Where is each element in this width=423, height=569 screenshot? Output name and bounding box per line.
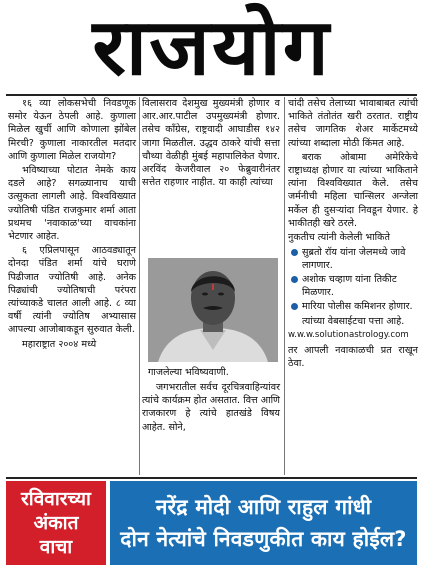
list-item <box>288 300 418 313</box>
column-1 <box>8 97 136 352</box>
col3-paragraph-2: बराक ओबामा अमेरिकेचे राष्ट्राध्यक्ष होणार या त्यांच्या भाकिताने त्यांना विश्वविख्यात केले. तसेच जर्मनीची महिला चान्सिलर अन्जेला मर्केल ही दुसऱ्यांदा निवडून येणार. हे भाकीतही खरे ठरले. <box>288 151 418 229</box>
col3-paragraph-4: त्यांच्या वेबसाईटचा पत्ता आहे. <box>302 316 405 328</box>
col3-paragraph-3: नुकतीच त्यांनी केलेली भाकिते <box>288 232 390 244</box>
bullet-icon <box>291 303 298 310</box>
prediction-text: सुब्रतो रॉय यांना जेलमध्ये जावे लागणार. <box>302 247 406 272</box>
col1-paragraph-1: १६ व्या लोकसभेची निवडणूक समोर येऊन ठेपली आहे. कुणाला मिळेल खुर्ची आणि कोणाला झोंबेल मिरची? कुणाला नाकारतील मतदार आणि कुणाला मिळेल राजयोग? <box>8 98 136 162</box>
list-item <box>288 273 418 299</box>
col1-paragraph-2: भविष्याच्या पोटात नेमके काय दडले आहे? सगळ्यानाच याची उत्सुकता लागली आहे. विश्वविख्यात ज्योतिषी पंडित राजकुमार शर्मा आता प्रथमच 'नवाकाळ'च्या वाचकांना भेटणार आहेत. <box>8 165 136 243</box>
prediction-text: अशोक चव्हाण यांना तिकीट मिळणार. <box>302 274 397 299</box>
col1-paragraph-4: महाराष्ट्रात २००४ मध्ये <box>22 338 97 350</box>
headline-line-2: दोन नेत्यांचे निवडणुकीत काय होईल? <box>120 527 407 551</box>
headline-line-1: नरेंद्र मोदी आणि राहुल गांधी <box>155 495 372 519</box>
list-item <box>288 246 418 272</box>
column-2-lower <box>142 381 280 435</box>
headline-banner <box>110 481 417 565</box>
col1-paragraph-3: ६ एप्रिलपासून आठवड्यातून दोनदा पंडित शर्मा यांचे घराणे पिढीजात ज्योतिषी आहे. अनेक पिढ्यांची ज्योतिषाची परंपरा त्यांच्याकडे चालत आली आहे. ८ व्या वर्षी त्यांनी ज्योतिष अभ्यासास आपल्या आजोबाकडून सुरुवात केली. <box>8 245 136 336</box>
portrait-image-icon <box>148 258 278 362</box>
bullet-icon <box>291 249 298 256</box>
bottom-rule <box>6 477 417 479</box>
masthead-title: राजयोग <box>92 3 331 93</box>
column-3 <box>288 97 418 371</box>
masthead <box>6 2 417 94</box>
column-2 <box>142 97 280 190</box>
column-divider-2 <box>284 97 285 475</box>
col2-paragraph-1: विलासराव देशमुख मुख्यमंत्री होणार व आर.आर.पाटील उपमुख्यमंत्री होणार. तसेच काँग्रेस, राष्ट्रवादी आघाडीस १४२ जागा मिळतील. उद्धव ठाकरे यांची सत्ता चौथ्या वेळीही मुंबई महापालिकेत येणार. अरविंद केजरीवाल २० फेब्रुवारीनंतर सत्तेत राहणार नाहीत. या काही त्यांच्या <box>142 98 280 189</box>
badge-line-2: अंकात <box>33 512 79 534</box>
astrologer-photo <box>148 258 278 362</box>
prediction-text: मारिया पोलीस कमिशनर होणार. <box>302 301 413 313</box>
website-url: w.w.w.solutionastrology.com <box>288 330 409 341</box>
badge-line-1: रविवारच्या <box>21 488 91 510</box>
badge-line-3: वाचा <box>39 536 73 558</box>
col3-paragraph-1: चांदी तसेच तेलाच्या भावाबाबत त्यांची भाकिते तंतोतंत खरी ठरतात. राष्ट्रीय तसेच जागतिक शेअर मार्केटमध्ये त्यांच्या शब्दाला मोठी किंमत आहे. <box>288 98 418 149</box>
sunday-edition-badge <box>6 481 106 565</box>
masthead-rule <box>6 94 417 96</box>
col2-paragraph-2: जगभरातील सर्वच दूरचित्रवाहिन्यांवर त्यांचे कार्यक्रम होत असतात. वित्त आणि राजकारण हे त्यांचे हातखंडे विषय आहेत. सोने, <box>142 382 280 433</box>
bullet-icon <box>291 276 298 283</box>
predictions-list <box>288 246 418 313</box>
photo-caption: गाजलेल्या भविष्यवाणी. <box>148 367 229 378</box>
col3-paragraph-5: तर आपली नवाकाळची प्रत राखून ठेवा. <box>288 344 418 369</box>
column-divider-1 <box>139 97 140 475</box>
